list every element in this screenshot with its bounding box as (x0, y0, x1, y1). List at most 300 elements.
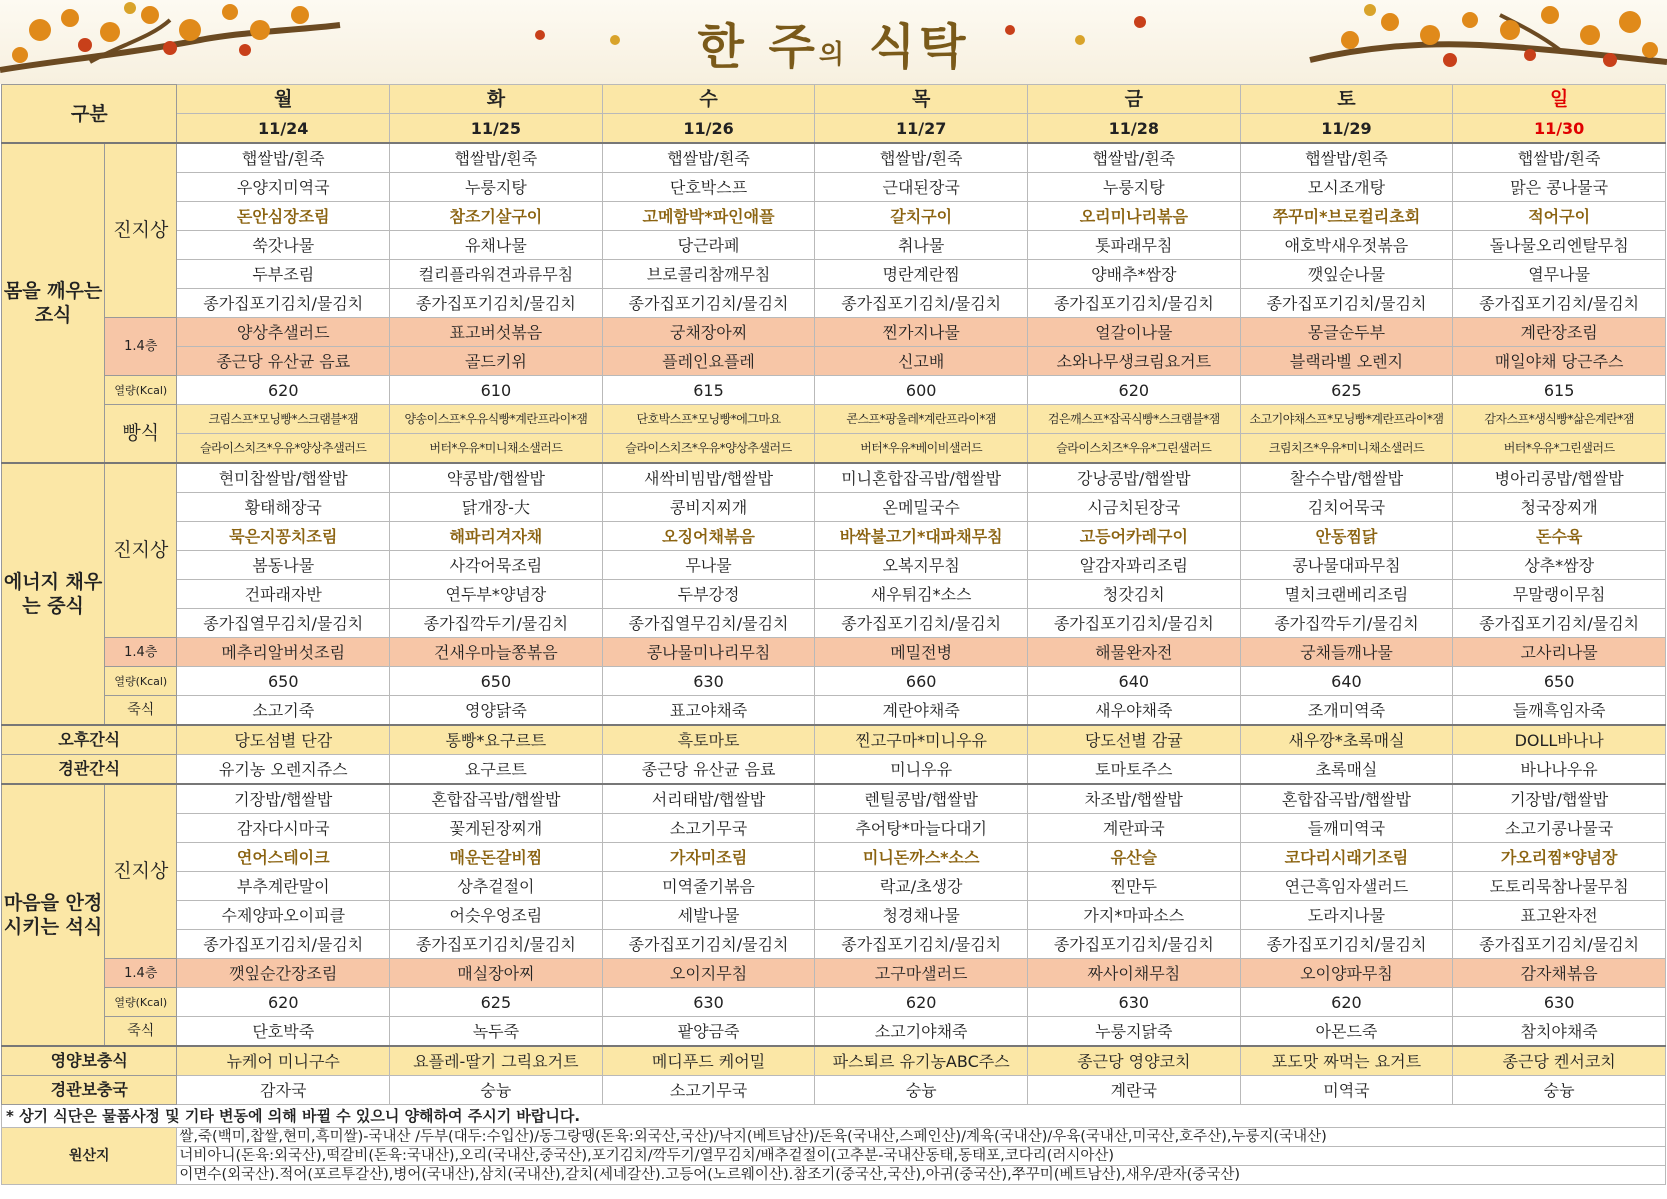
menu-cell: 참치야채죽 (1453, 1017, 1666, 1047)
table-row (2, 843, 1666, 872)
table-row (2, 784, 1666, 814)
date-header: 11/25 (390, 114, 603, 144)
menu-cell: 미니우유 (815, 755, 1028, 785)
menu-cell: 표고야채죽 (602, 696, 815, 726)
table-row (2, 289, 1666, 318)
meal-label: 몸을 깨우는 조식 (2, 143, 105, 463)
table-row (2, 872, 1666, 901)
table-row (2, 85, 1666, 114)
menu-cell: 660 (815, 667, 1028, 696)
menu-cell: 돌나물오리엔탈무침 (1453, 231, 1666, 260)
menu-cell: 당도섬별 단감 (177, 725, 390, 755)
menu-cell: 햅쌀밥/흰죽 (390, 143, 603, 173)
menu-cell: 차조밥/햅쌀밥 (1027, 784, 1240, 814)
menu-cell: 숭늉 (1453, 1076, 1666, 1105)
menu-cell: 미니혼합잡곡밥/햅쌀밥 (815, 463, 1028, 493)
menu-cell: 혼합잡곡밥/햅쌀밥 (390, 784, 603, 814)
menu-cell: 플레인요플레 (602, 347, 815, 376)
menu-cell: 600 (815, 376, 1028, 405)
menu-cell: 640 (1027, 667, 1240, 696)
menu-cell: 오복지무침 (815, 551, 1028, 580)
menu-cell: 미역줄기볶음 (602, 872, 815, 901)
table-row (2, 376, 1666, 405)
floor14-label: 1.4층 (105, 959, 177, 988)
menu-cell: 명란계란찜 (815, 260, 1028, 289)
table-row (2, 493, 1666, 522)
menu-cell: 무나물 (602, 551, 815, 580)
menu-cell: 오리미나리볶음 (1027, 202, 1240, 231)
menu-cell: 해파리겨자채 (390, 522, 603, 551)
menu-cell: 브로콜리참깨무침 (602, 260, 815, 289)
menu-cell: 깻잎순간장조림 (177, 959, 390, 988)
menu-cell: 매일야채 당근주스 (1453, 347, 1666, 376)
menu-cell: 숭늉 (390, 1076, 603, 1105)
menu-cell: 갈치구이 (815, 202, 1028, 231)
menu-cell: 찐만두 (1027, 872, 1240, 901)
day-header: 토 (1240, 85, 1453, 114)
menu-cell: 소고기무국 (602, 1076, 815, 1105)
menu-cell: 연어스테이크 (177, 843, 390, 872)
menu-cell: 골드키위 (390, 347, 603, 376)
jinji-label: 진지상 (105, 143, 177, 318)
menu-cell: 오징어채볶음 (602, 522, 815, 551)
menu-cell: 소고기죽 (177, 696, 390, 726)
table-row (2, 814, 1666, 843)
table-row (2, 1147, 1666, 1166)
porridge-label: 죽식 (105, 696, 177, 726)
menu-cell: 알감자꽈리조림 (1027, 551, 1240, 580)
menu-cell: 요구르트 (390, 755, 603, 785)
menu-cell: 토마토주스 (1027, 755, 1240, 785)
menu-cell: 새우튀김*소스 (815, 580, 1028, 609)
menu-cell: 햅쌀밥/흰죽 (177, 143, 390, 173)
menu-cell: 유산슬 (1027, 843, 1240, 872)
menu-cell: 종가집열무김치/물김치 (602, 609, 815, 638)
table-row (2, 114, 1666, 144)
menu-cell: 봄동나물 (177, 551, 390, 580)
menu-cell: 취나물 (815, 231, 1028, 260)
menu-cell: 포도맛 짜먹는 요거트 (1240, 1046, 1453, 1076)
menu-cell: 650 (177, 667, 390, 696)
menu-cell: 검은깨스프*잡곡식빵*스크램블*잼 (1027, 405, 1240, 434)
table-row (2, 638, 1666, 667)
menu-cell: 황태해장국 (177, 493, 390, 522)
menu-cell: 미니돈까스*소스 (815, 843, 1028, 872)
menu-cell: 연두부*양념장 (390, 580, 603, 609)
menu-cell: 바나나우유 (1453, 755, 1666, 785)
menu-cell: 버터*우유*미니채소샐러드 (390, 434, 603, 464)
menu-cell: 블랙라벨 오렌지 (1240, 347, 1453, 376)
menu-cell: 620 (177, 376, 390, 405)
menu-cell: 팥양금죽 (602, 1017, 815, 1047)
menu-cell: 고사리나물 (1453, 638, 1666, 667)
menu-cell: 적어구이 (1453, 202, 1666, 231)
menu-cell: 감자스프*생식빵*삶은계란*잼 (1453, 405, 1666, 434)
menu-cell: 서리태밥/햅쌀밥 (602, 784, 815, 814)
menu-cell: 도토리묵참나물무침 (1453, 872, 1666, 901)
table-row (2, 930, 1666, 959)
menu-cell: 묵은지꽁치조림 (177, 522, 390, 551)
menu-cell: 표고버섯볶음 (390, 318, 603, 347)
menu-cell: 참조기살구이 (390, 202, 603, 231)
day-header: 수 (602, 85, 815, 114)
menu-cell: 궁채들깨나물 (1240, 638, 1453, 667)
menu-cell: 소고기야채스프*모닝빵*계란프라이*잼 (1240, 405, 1453, 434)
menu-cell: 종가집깍두기/물김치 (1240, 609, 1453, 638)
table-row (2, 1017, 1666, 1047)
table-row (2, 696, 1666, 726)
menu-cell: 가지*마파소스 (1027, 901, 1240, 930)
menu-cell: 숭늉 (815, 1076, 1028, 1105)
menu-cell: 종근당 유산균 음료 (602, 755, 815, 785)
menu-cell: 메추리알버섯조림 (177, 638, 390, 667)
date-header: 11/30 (1453, 114, 1666, 144)
menu-cell: 종가집포기김치/물김치 (390, 289, 603, 318)
origin-line: 쌀,죽(백미,찹쌀,현미,흑미쌀)-국내산 /두부(대두:수입산)/동그랑땡(돈육:외국산,국산)/낙지(베트남산)/돈육(국내산,스페인산)/계육(국내산)/우육(국내산,미국산,호주산),누룽지(국내산) (177, 1128, 1666, 1147)
menu-cell: 625 (390, 988, 603, 1017)
table-row (2, 405, 1666, 434)
menu-cell: 햅쌀밥/흰죽 (1453, 143, 1666, 173)
menu-cell: 아몬드죽 (1240, 1017, 1453, 1047)
menu-cell: 매실장아찌 (390, 959, 603, 988)
menu-cell: 궁채장아찌 (602, 318, 815, 347)
menu-cell: 새우야채죽 (1027, 696, 1240, 726)
origin-line: 이면수(외국산).적어(포르투갈산),병어(국내산),삼치(국내산),갈치(세네갈산).고등어(노르웨이산).참조기(중국산,국산),아귀(중국산),쭈꾸미(베트남산),새우/관자(중국산) (177, 1166, 1666, 1185)
menu-cell: 615 (602, 376, 815, 405)
menu-cell: 요플레-딸기 그릭요거트 (390, 1046, 603, 1076)
menu-cell: 새우깡*초록매실 (1240, 725, 1453, 755)
menu-cell: 슬라이스치즈*우유*양상추샐러드 (177, 434, 390, 464)
menu-cell: 찐고구마*미니우유 (815, 725, 1028, 755)
kcal-label: 열량(Kcal) (105, 988, 177, 1017)
row-label: 경관보충국 (2, 1076, 177, 1105)
menu-cell: 종가집열무김치/물김치 (177, 609, 390, 638)
menu-cell: 종가집포기김치/물김치 (815, 289, 1028, 318)
menu-cell: 모시조개탕 (1240, 173, 1453, 202)
menu-cell: 620 (1240, 988, 1453, 1017)
menu-cell: 열무나물 (1453, 260, 1666, 289)
menu-cell: 부추계란말이 (177, 872, 390, 901)
table-row (2, 463, 1666, 493)
table-row (2, 725, 1666, 755)
table-row (2, 901, 1666, 930)
menu-cell: 초록매실 (1240, 755, 1453, 785)
menu-cell: 650 (1453, 667, 1666, 696)
menu-cell: 625 (1240, 376, 1453, 405)
row-label: 경관간식 (2, 755, 177, 785)
menu-cell: 종가집포기김치/물김치 (177, 289, 390, 318)
menu-cell: 종가집포기김치/물김치 (1027, 289, 1240, 318)
menu-cell: 시금치된장국 (1027, 493, 1240, 522)
menu-cell: 추어탕*마늘다대기 (815, 814, 1028, 843)
menu-cell: 컬리플라워견과류무침 (390, 260, 603, 289)
menu-cell: 닭개장-大 (390, 493, 603, 522)
menu-cell: 630 (602, 667, 815, 696)
day-header: 금 (1027, 85, 1240, 114)
jinji-label: 진지상 (105, 784, 177, 959)
menu-cell: 콩나물미나리무침 (602, 638, 815, 667)
menu-cell: 온메밀국수 (815, 493, 1028, 522)
menu-cell: 멸치크랜베리조림 (1240, 580, 1453, 609)
menu-cell: 소고기콩나물국 (1453, 814, 1666, 843)
menu-cell: 쭈꾸미*브로컬리초회 (1240, 202, 1453, 231)
menu-cell: 누룽지탕 (390, 173, 603, 202)
menu-cell: 감자국 (177, 1076, 390, 1105)
table-row (2, 434, 1666, 464)
menu-cell: 햅쌀밥/흰죽 (602, 143, 815, 173)
menu-cell: 햅쌀밥/흰죽 (1027, 143, 1240, 173)
menu-cell: 코다리시래기조림 (1240, 843, 1453, 872)
menu-cell: 청국장찌개 (1453, 493, 1666, 522)
menu-cell: 종가집포기김치/물김치 (1453, 289, 1666, 318)
category-header: 구분 (2, 85, 177, 144)
meal-label: 마음을 안정시키는 석식 (2, 784, 105, 1046)
menu-cell: 종가집포기김치/물김치 (177, 930, 390, 959)
menu-cell: 미역국 (1240, 1076, 1453, 1105)
menu-cell: 소고기무국 (602, 814, 815, 843)
table-row (2, 318, 1666, 347)
menu-cell: 단호박스프*모닝빵*에그마요 (602, 405, 815, 434)
menu-cell: 혼합잡곡밥/햅쌀밥 (1240, 784, 1453, 814)
menu-cell: 종가집포기김치/물김치 (1453, 609, 1666, 638)
menu-cell: 고구마샐러드 (815, 959, 1028, 988)
menu-cell: 계란장조림 (1453, 318, 1666, 347)
menu-cell: 슬라이스치즈*우유*그린샐러드 (1027, 434, 1240, 464)
table-row (2, 1105, 1666, 1128)
menu-cell: 도라지나물 (1240, 901, 1453, 930)
day-header: 화 (390, 85, 603, 114)
menu-cell: 가오리찜*양념장 (1453, 843, 1666, 872)
menu-cell: 당도선별 감귤 (1027, 725, 1240, 755)
menu-cell: 620 (815, 988, 1028, 1017)
menu-cell: 들깨미역국 (1240, 814, 1453, 843)
menu-cell: 수제양파오이피클 (177, 901, 390, 930)
menu-cell: 고등어카레구이 (1027, 522, 1240, 551)
menu-cell: 김치어묵국 (1240, 493, 1453, 522)
menu-cell: 소고기야채죽 (815, 1017, 1028, 1047)
menu-cell: 짜사이채무침 (1027, 959, 1240, 988)
menu-cell: DOLL바나나 (1453, 725, 1666, 755)
date-header: 11/29 (1240, 114, 1453, 144)
menu-cell: 돈수육 (1453, 522, 1666, 551)
menu-cell: 610 (390, 376, 603, 405)
menu-cell: 종가집포기김치/물김치 (815, 930, 1028, 959)
table-row (2, 1076, 1666, 1105)
row-label: 오후간식 (2, 725, 177, 755)
kcal-label: 열량(Kcal) (105, 667, 177, 696)
menu-cell: 청경채나물 (815, 901, 1028, 930)
menu-cell: 건새우마늘쫑볶음 (390, 638, 603, 667)
menu-cell: 종가집포기김치/물김치 (602, 930, 815, 959)
table-row (2, 609, 1666, 638)
menu-cell: 건파래자반 (177, 580, 390, 609)
table-row (2, 202, 1666, 231)
menu-cell: 찐가지나물 (815, 318, 1028, 347)
menu-cell: 크림치즈*우유*미니채소샐러드 (1240, 434, 1453, 464)
menu-cell: 꽃게된장찌개 (390, 814, 603, 843)
menu-cell: 몽글순두부 (1240, 318, 1453, 347)
menu-cell: 소와나무생크림요거트 (1027, 347, 1240, 376)
menu-cell: 상추겉절이 (390, 872, 603, 901)
menu-cell: 양송이스프*우유식빵*계란프라이*잼 (390, 405, 603, 434)
menu-cell: 슬라이스치즈*우유*양상추샐러드 (602, 434, 815, 464)
menu-cell: 바싹불고기*대파채무침 (815, 522, 1028, 551)
menu-cell: 종가집포기김치/물김치 (1027, 930, 1240, 959)
date-header: 11/27 (815, 114, 1028, 144)
menu-cell: 615 (1453, 376, 1666, 405)
day-header: 목 (815, 85, 1028, 114)
menu-cell: 통빵*요구르트 (390, 725, 603, 755)
menu-cell: 어슷우엉조림 (390, 901, 603, 930)
menu-cell: 630 (1453, 988, 1666, 1017)
menu-cell: 누룽지닭죽 (1027, 1017, 1240, 1047)
menu-cell: 맑은 콩나물국 (1453, 173, 1666, 202)
table-row (2, 755, 1666, 785)
menu-cell: 종가집포기김치/물김치 (1027, 609, 1240, 638)
menu-cell: 해물완자전 (1027, 638, 1240, 667)
menu-cell: 종근당 켄서코치 (1453, 1046, 1666, 1076)
origin-label: 원산지 (2, 1128, 177, 1185)
menu-cell: 종가집포기김치/물김치 (815, 609, 1028, 638)
menu-cell: 단호박죽 (177, 1017, 390, 1047)
menu-cell: 종가집깍두기/물김치 (390, 609, 603, 638)
menu-cell: 계란국 (1027, 1076, 1240, 1105)
menu-cell: 햅쌀밥/흰죽 (815, 143, 1028, 173)
menu-cell: 파스퇴르 유기농ABC주스 (815, 1046, 1028, 1076)
menu-cell: 유기농 오렌지쥬스 (177, 755, 390, 785)
menu-cell: 버터*우유*그린샐러드 (1453, 434, 1666, 464)
floor14-label: 1.4층 (105, 318, 177, 376)
date-header: 11/26 (602, 114, 815, 144)
menu-cell: 누룽지탕 (1027, 173, 1240, 202)
menu-cell: 오이지무침 (602, 959, 815, 988)
jinji-label: 진지상 (105, 463, 177, 638)
table-row (2, 1128, 1666, 1147)
menu-cell: 들깨흑임자죽 (1453, 696, 1666, 726)
menu-cell: 조개미역죽 (1240, 696, 1453, 726)
menu-cell: 병아리콩밥/햅쌀밥 (1453, 463, 1666, 493)
menu-cell: 콩비지찌개 (602, 493, 815, 522)
porridge-label: 죽식 (105, 1017, 177, 1047)
menu-cell: 뉴케어 미니구수 (177, 1046, 390, 1076)
menu-cell: 버터*우유*베이비샐러드 (815, 434, 1028, 464)
menu-cell: 두부조림 (177, 260, 390, 289)
table-row (2, 173, 1666, 202)
menu-cell: 돈안심장조림 (177, 202, 390, 231)
menu-cell: 양상추샐러드 (177, 318, 390, 347)
menu-cell: 계란야채죽 (815, 696, 1028, 726)
menu-cell: 종가집포기김치/물김치 (1240, 289, 1453, 318)
table-row (2, 1166, 1666, 1185)
menu-cell: 무말랭이무침 (1453, 580, 1666, 609)
menu-cell: 630 (1027, 988, 1240, 1017)
kcal-label: 열량(Kcal) (105, 376, 177, 405)
menu-cell: 새싹비빔밥/햅쌀밥 (602, 463, 815, 493)
date-header: 11/28 (1027, 114, 1240, 144)
menu-cell: 종가집포기김치/물김치 (390, 930, 603, 959)
menu-cell: 약콩밥/햅쌀밥 (390, 463, 603, 493)
menu-cell: 청갓김치 (1027, 580, 1240, 609)
table-row (2, 1046, 1666, 1076)
menu-cell: 고메함박*파인애플 (602, 202, 815, 231)
menu-cell: 햅쌀밥/흰죽 (1240, 143, 1453, 173)
origin-line: 너비아니(돈육:외국산),떡갈비(돈육:국내산),오리(국내산,중국산),포기김치/깍두기/열무김치/배추겉절이(고추분-국내산동태,동태포,코다리(러시아산) (177, 1147, 1666, 1166)
menu-cell: 신고배 (815, 347, 1028, 376)
menu-cell: 콘스프*팡올레*계란프라이*잼 (815, 405, 1028, 434)
menu-cell: 렌틸콩밥/햅쌀밥 (815, 784, 1028, 814)
menu-cell: 쑥갓나물 (177, 231, 390, 260)
menu-cell: 종근당 유산균 음료 (177, 347, 390, 376)
menu-cell: 종가집포기김치/물김치 (1453, 930, 1666, 959)
menu-cell: 기장밥/햅쌀밥 (1453, 784, 1666, 814)
menu-cell: 유채나물 (390, 231, 603, 260)
menu-cell: 사각어묵조림 (390, 551, 603, 580)
table-row (2, 143, 1666, 173)
menu-cell: 영양닭죽 (390, 696, 603, 726)
menu-cell: 근대된장국 (815, 173, 1028, 202)
table-row (2, 580, 1666, 609)
menu-cell: 흑토마토 (602, 725, 815, 755)
menu-cell: 녹두죽 (390, 1017, 603, 1047)
menu-cell: 메디푸드 케어밀 (602, 1046, 815, 1076)
day-header: 월 (177, 85, 390, 114)
table-row (2, 667, 1666, 696)
table-row (2, 347, 1666, 376)
menu-cell: 종가집포기김치/물김치 (1240, 930, 1453, 959)
menu-cell: 가자미조림 (602, 843, 815, 872)
meal-label: 에너지 채우는 중식 (2, 463, 105, 725)
menu-cell: 종가집포기김치/물김치 (602, 289, 815, 318)
table-row (2, 988, 1666, 1017)
menu-cell: 강낭콩밥/햅쌀밥 (1027, 463, 1240, 493)
menu-cell: 양배추*쌈장 (1027, 260, 1240, 289)
menu-cell: 얼갈이나물 (1027, 318, 1240, 347)
menu-cell: 640 (1240, 667, 1453, 696)
notice-text: * 상기 식단은 물품사정 및 기타 변동에 의해 바뀔 수 있으니 양해하여 주시기 바랍니다. (2, 1105, 1666, 1128)
table-row (2, 260, 1666, 289)
menu-cell: 크림스프*모닝빵*스크램블*잼 (177, 405, 390, 434)
menu-cell: 표고완자전 (1453, 901, 1666, 930)
table-row (2, 551, 1666, 580)
menu-cell: 상추*쌈장 (1453, 551, 1666, 580)
row-label: 영양보충식 (2, 1046, 177, 1076)
day-header: 일 (1453, 85, 1666, 114)
menu-cell: 톳파래무침 (1027, 231, 1240, 260)
menu-cell: 세발나물 (602, 901, 815, 930)
menu-cell: 현미찹쌀밥/햅쌀밥 (177, 463, 390, 493)
menu-cell: 콩나물대파무침 (1240, 551, 1453, 580)
bread-label: 빵식 (105, 405, 177, 464)
date-header: 11/24 (177, 114, 390, 144)
menu-cell: 두부강정 (602, 580, 815, 609)
table-row (2, 959, 1666, 988)
menu-cell: 메밀전병 (815, 638, 1028, 667)
menu-cell: 감자채볶음 (1453, 959, 1666, 988)
menu-cell: 감자다시마국 (177, 814, 390, 843)
menu-cell: 당근라페 (602, 231, 815, 260)
table-row (2, 231, 1666, 260)
menu-cell: 안동찜닭 (1240, 522, 1453, 551)
weekly-menu-table (1, 84, 1666, 1185)
menu-cell: 우양지미역국 (177, 173, 390, 202)
menu-cell: 매운돈갈비찜 (390, 843, 603, 872)
menu-cell: 락교/초생강 (815, 872, 1028, 901)
menu-cell: 애호박새우젓볶음 (1240, 231, 1453, 260)
menu-cell: 단호박스프 (602, 173, 815, 202)
autumn-banner (0, 0, 1667, 84)
menu-cell: 620 (177, 988, 390, 1017)
floor14-label: 1.4층 (105, 638, 177, 667)
